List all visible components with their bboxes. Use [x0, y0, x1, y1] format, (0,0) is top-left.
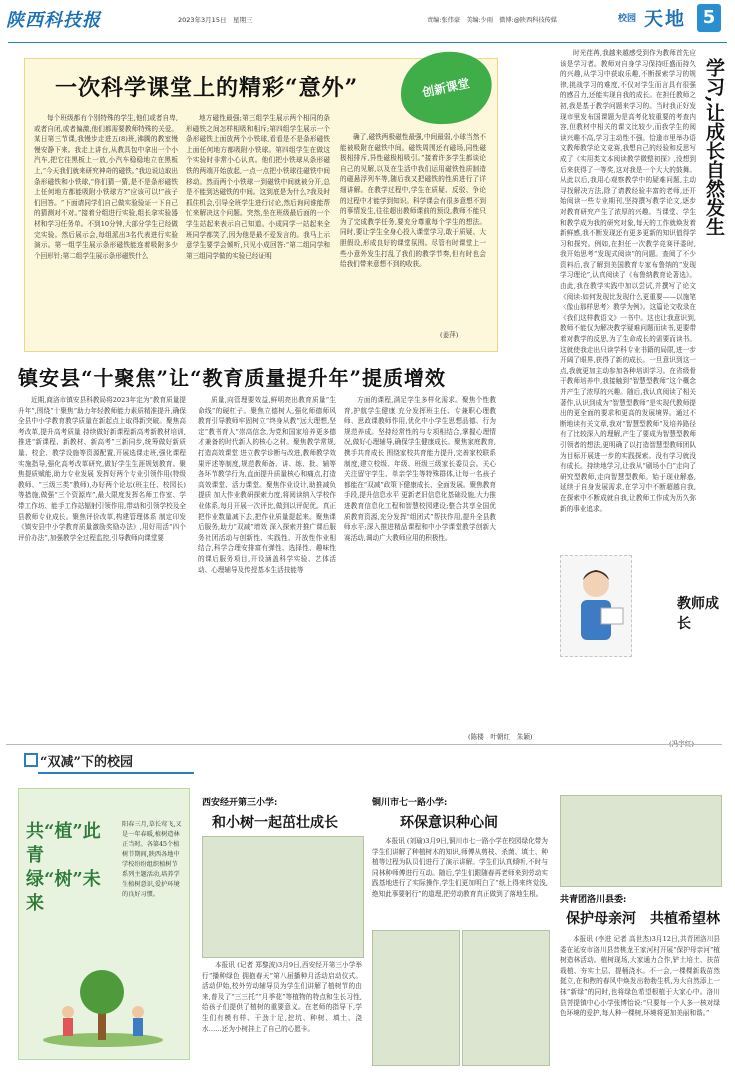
feature-column-2 [186, 113, 330, 341]
feature-headline: 一次科学课堂上的精彩“意外” [55, 75, 359, 101]
section-name: 校园 [618, 14, 637, 24]
feature-text-1: 每个班级都有个別特殊的学生,他们或者自卑,或者自闭,或者偏激,他们都需要教师特殊的关爱。某日第三节课,我慢步走进五(8)班,沸腾的教室慢慢安静下来。我走上讲台,从教具包中拿出一个小汽车,把它往黑板上一放,小汽车稳稳地立在黑板上,“今天我们就来研究神奇的磁铁。”我边说边取出条形磁铁和小铁球,“你们猜一猜,是不是条形磁铁上任何地方都能吸附小铁球方?”应该可以!”孩子们回答。“下面请同学们自己做实验验证一下自己的猜测对不对。”接着分组进行实验,组长拿实验器材和学习任务单。不到10分钟,大部分学生已经做完实验。然后展示会,每组派出3名代表进行实验演示。第一组学生展示条形磁铁能连着吸附多少个回形针;第二组学生展示条形磁铁什么 [34, 114, 178, 260]
story3-kicker: 共青团洛川县委: [560, 895, 627, 905]
column-body [560, 48, 696, 548]
story2-title: 环保意识种心间 [400, 815, 498, 831]
feature-text-3: 确了,磁铁两极磁性最强,中间最弱,小球当然不能被吸附在磁铁中间。磁铁周围还有磁场,同性磁极相排斥,异性磁极相吸引。”接着许多学生都谈论自己的见解,以及在生活中我们运用磁铁性质制造的磁悬浮列车等,随后我又把磁铁的性质进行了详细讲解。在教学过程中,学生在质疑、反驳、争论的过程中才能学到知识。科学课会有很多意想不到的事情发生,往往超出教师课前的预设,教师不能只为了完成教学任务,要充分尊重每个学生的想法。同时,要让学生全身心投入课堂学习,敢于质疑、大胆假设,形成良好的课堂氛围。尽管有时课堂上一些小意外发生打乱了我们的教学节奏,但有时也会给我们带来意想不到的收获。 [340, 133, 486, 269]
title-underline [38, 772, 194, 774]
story1-title: 和小树一起茁壮成长 [212, 815, 338, 831]
feature-column-1 [34, 113, 178, 341]
news-author: (陈楼 叶朝红 朱颖) [468, 733, 533, 741]
newspaper-brand: 陕西科技报 [6, 10, 101, 31]
teacher-illustration [560, 555, 632, 657]
story2-kicker: 铜川市七一路小学: [372, 798, 448, 808]
column-tag: 教师成长 [677, 596, 719, 632]
story1-kicker: 西安经开第三小学: [202, 798, 278, 808]
feature-author: (姜萍) [440, 331, 459, 339]
section-title: 天地 [644, 8, 687, 30]
feature-column-3 [340, 132, 486, 318]
staff-credits: 责编:张伟豪 美编:少雨 微博:@陕西科技传媒 [427, 17, 558, 24]
story3-photo [560, 795, 722, 887]
story3-text: 本报讯 (李进 记者 高世杰)3月12日,共青团洛川县委在延安市洛川县昔桃龙王家河村开展“保护母亲河”植树造林活动。植树现场,大家通力合作,铲土培土、扶苗栽植、夯实土层、提桶浇水。不一会,一棵棵新栽苗然挺立,在和煦的春风中焕发出勃勃生机,为大自然添上一抹“新绿”的同时,也将绿色希望根植于大家心中。洛川县菩提镇中心小学张博怡说:“只要每一个人多一核对绿色环境的爱护,每人种一棵树,环境将更加美丽和谐。” [560, 935, 720, 1018]
tree-icon [28, 952, 178, 1048]
news-text-2: 质量,向管理要效益,鲜明亮出教育质量“生命线”的硬杠子。聚焦立德树人,强化师德师风 教育引导教师牢固树立“终身从教”远大理想,坚定“教书育人”崇高信念,为党和国家培养更多德才兼备的时代新人的核心之材。聚焦教学常规,打造高效课堂 进立教学诊断与改进,教师教学效果评述等制度,规范教师备、讲、练、批、辅等各环节教学行为,直面提升质量核心和痛点,打造高效课堂、活力课堂。聚焦作业设计,助推减负提质 加大作业教研探索力度,将阅读纳入学校作业体系,每月开展一次评比,做到以评促优。真正把作业数量减下去,把作业质量提起来。聚焦课后服务,助力“双减”增效 深入探索并推广课后服务社团活动与创新性、实践性、开放性作业相结合,科学合理安排富有弹性、选择性、趣味性的课后服务项目,开设涵盖科学实验、艺体活动、心理辅导及传授基本生活技能等 [198, 396, 336, 574]
story2-photo-2 [462, 930, 550, 1066]
feature-text-2: 地方磁性最强;第三组学生展示两个相同的条形磁铁之间怎样相吸和相斥;第四组学生展示一个条形磁铁上面放两个小铁球,看看是不是条形磁铁上面任何地方都吸附小铁球。第四组学生在做这个实验时非常小心认真。他们把小铁球从条形磁铁的两端开始放起,一点一点把小铁球往磁铁中间移动。然而两个小铁球一到磁铁中间就被分开,总是不能到达磁铁的中间。这到底是为什么?我及时抓住机会,引导全班学生进行讨论,然后询问谁能帮忙来解决这个问题。突然,坐在班级最后面的一个学生站起来表示自己知道。小成同学一站起来全班同学都笑了,因为他是最不爱发言的。我马上示意学生要学会倾听,只见小成回答:“第二组同学和第三组同学做的实验已经证明 [186, 114, 330, 260]
news-column-2 [198, 395, 336, 727]
column-title: 学习,让成长自然发生 [703, 58, 725, 236]
story2-photo-1 [372, 930, 460, 1066]
news-column-3 [344, 395, 496, 727]
column-text: 时光荏苒,我越来越感受到作为教师首先应该是学习者。教师对自身学习保持旺盛而持久的兴趣,从学习中获取乐趣,不断探索学习的规律,挑战学习的难度,不仅对学生而言具有很强的感召力,还能实现自我的成长。在担任教师之初,我是基于教学问题来学习的。当时我正好发现市里发布国课题为是高考化较重要的考查内容,但教材中相关的课文比较少,而我学生的阅读兴趣不高,学习主动性不强。恰逢市里举办语文教师教学论文竞赛,我想自己的经验和反思写成了《实用类文本阅读教学微整初探》,没想到后来获得了一等奖,这对我是一个大大的鼓舞。从此以后,我用心观察教学中的疑难问题,主动寻找解决方法,除了请教经验丰富的老师,还开始阅读一些专业期刊,坚持撰写教学论文,逐步对教育研究产生了浓厚的兴趣。当课堂、学生和教学成为我的研究对象,每天的工作就焕发着新鲜感,我不断发现还有更多更新的知识值得学习和探究。例如,在担任一次教学竞赛评委时,我开始思考“发现式阅读”的问题。查阅了不少资料后,我了解到美国教育专家布鲁纳的“发现学习理论”,认真阅读了《布鲁纳教育论著选》。由此,我在教学实践中加以尝试,并撰写了论文《阅读:如何发现比发现什么更重要——以施笔〈像山那样思考〉教学为例》。这篇论文收录在《我们这样教语文》一书中。这也让我意识到,教师不能仅为解决教学疑难问题而读书,更要带着对教学的反思,为了生命成长的需要而读书。这就使我走出只读学科专业书籍的局限,进一步开阔了眼界,获得了新的成长。一旦意识到这一点,我就更加主动参加各种培训学习。在省级骨干教师培养中,我接触到“智慧型教师”这个概念并产生了浓厚的兴趣。随后,我认真阅读了相关著作,认识到成为“智慧型教师”是实现代教师提出的更全面的要求和更高的发展境界。通过不断地读有关文章,我对“智慧型教师”及培养路径有了比较深入的理解,产生了要成为智慧型教师引领者的想法,更明确了以打造智慧型教师团队为目标开展进一步的实践探索。没有学习就没有成长。持续地学习,让我从“刷场小白”走向了研究型教师,走向智慧型教师。始于现业解惑,延续于自身发展需求,在学习中不断超越自我,在探索中不断成就自我,让教师工作成为历久弥新的事业追求。 [560, 49, 696, 513]
news-text-3: 方面的课程,满足学生多样化需求。聚焦个性教育,护航学生健康 充分发挥班主任、专兼职心理教师、思政课教师作用,优化中小学生思想品德、行为规范养成。坚持经常性的与专项相结合,掌握心理情况,做好心理辅导,确保学生健康成长。聚焦家庭教育,携手共育成长 围绕家校共育能力提升,完善家校联系制度,建立校级、年级、班级三级家长委员会。关心关注留守学生、单亲学生等特殊群体,让每一名孩子都能在“双减”政策下健康成长、全面发展。聚焦教育手段,提升信息水平 更新老旧信息化基础设施,大力推进教育信息化工程和智慧校园建设;整合共享全国优质教育资源,充分发挥“组团式”帮扶作用,提升全县教师水平;深入推进精品课程和中小学课堂教学创新大赛活动,调动广大教师应用的积极性。 [344, 396, 496, 542]
story1-body [202, 960, 362, 1068]
news-text-1: 近期,商洛市镇安县科教局将2023年定为“教育质量提升年”,围绕“十聚焦”助力年轻教师能力素质精准提升,确保全县中小学教育教学质量在新起点上取得新突破。聚焦高考改革,提升高考质量 持续做好新课程新高考新教材培训,推进“新课程、新教材、新高考”三新同步,统筹做好新质量、校企、教学设施等资源配置,开展选课走班,强化课程实施指导,强化高考改革研究,做好学生生涯规划教育。聚焦提质赋能,助力专业发展 发挥好两个专业引领作用(特级教师、“三级三类”教师),办好两个论坛(班主任、校园长)等措施,做强“三个资源库”,最大限度发挥名师工作室、学带工作坊、能手工作站辐射引领作用,带动和引领学校及全县教师专业成长。聚焦评价改革,构建管理体系 制定印发《镇安县中小学教育质量激励奖励办法》,用好用活“四个评价办法”,加强教学全过程监控,引导教师向课堂要 [18, 396, 186, 542]
story3-body [560, 934, 720, 1064]
page-number: 5 [697, 4, 721, 32]
intro-text: 阳春三月,草长莺飞,又是一年春暖,植树造林正当时。各第45个植树节期间,陕西各地中学校纷纷组织植树节系列主题活动,培养学生植树意识,爱护环境的良好习惯。 [122, 821, 182, 898]
story3-title: 保护母亲河 共植希望林 [566, 911, 720, 927]
intro-poem: 共“植”此青绿“树”未来 [26, 821, 101, 914]
column-author: (冯宇红) [669, 740, 694, 748]
teacher-figure-icon [561, 556, 631, 656]
section-divider [6, 744, 722, 745]
news-column-1 [18, 395, 186, 727]
news-headline: 镇安县“十聚焦”让“教育质量提升年”提质增效 [18, 366, 447, 390]
planting-illustration [28, 952, 178, 1048]
story1-text: 本报讯 (记者 郑黎波)3月9日,西安经开第三小学举行“播种绿色 拥抱春天”第八届播种月活动启动仪式。活动伊始,校外劳动辅导员为学生们讲解了植树节的由来,普及了“三三托”“月季花”等植物的特点和生长习性,给孩子们提供了植树的重要意义。在老师的指导下,学生们有模有样、干劲十足,挖坑、种树、填土、浇水……还为小树挂上了自己的心愿卡。 [202, 961, 362, 1033]
bottom-section-title: “双减”下的校园 [40, 755, 133, 770]
feature-tag: 创新课堂 [394, 43, 499, 133]
story2-text: 本报讯 (刘瑜)3月9日,铜川市七一路小学在校园绿化带为学生们讲解了种植树木的知识,师傅从剪枝、杀菌、填土、种植等过程为队员们进行了演示讲解。学生们认真倾听,不时与同林种师傅进行互动。随后,学生们跟随春再老师来到劳动实践基地进行了实际操作,学生们更加明白了“纸上得来终觉浅,绝知此事要躬行”的道理,把劳动教育真正做到了落地生根。 [372, 837, 548, 898]
square-icon [24, 753, 38, 767]
story1-photo [202, 836, 364, 958]
dateline: 2023年3月15日 星期三 [178, 16, 253, 24]
story2-body [372, 836, 548, 922]
